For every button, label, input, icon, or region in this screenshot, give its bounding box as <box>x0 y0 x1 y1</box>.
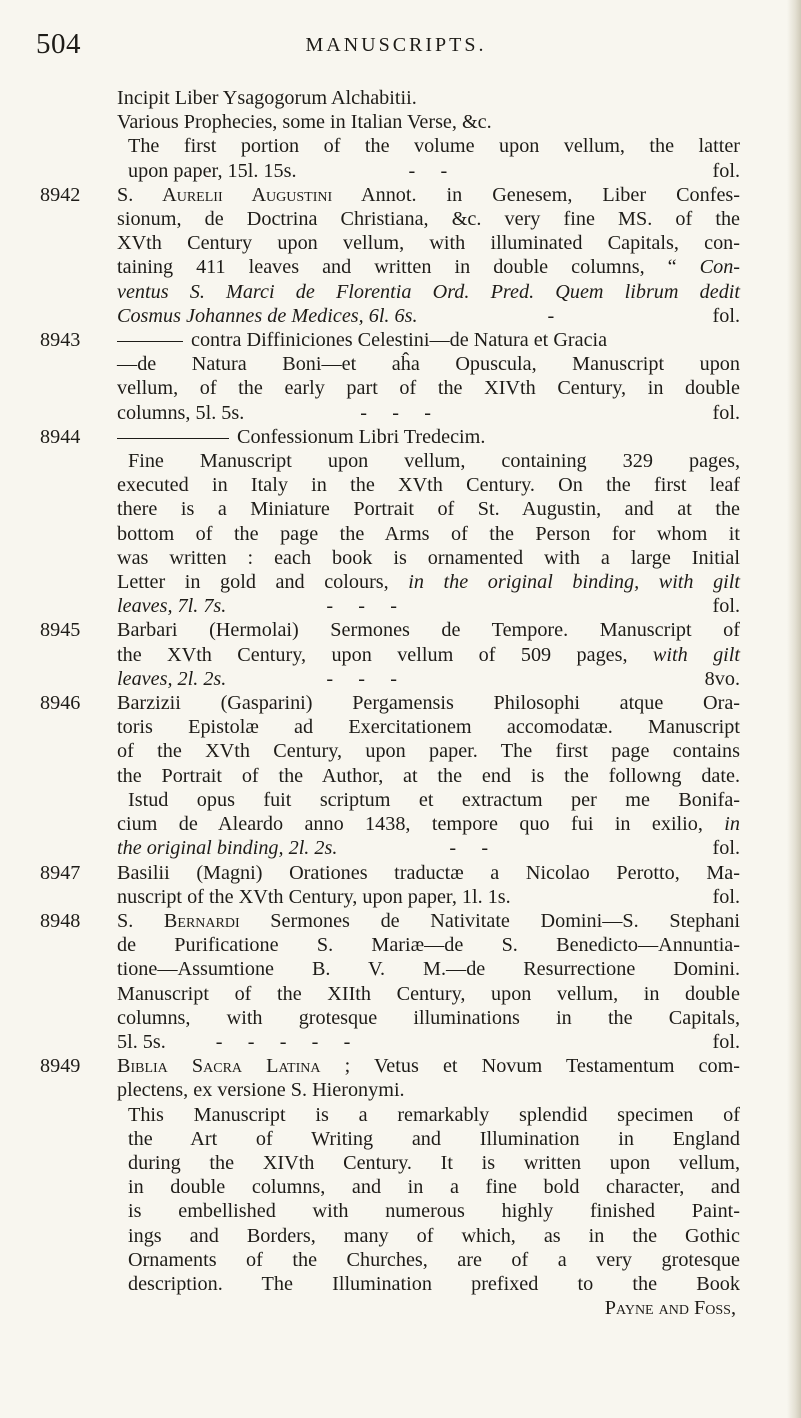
italic-text: in <box>724 813 740 836</box>
text-line: tione—Assumtione B. V. M.—de Resurrectione Domini. <box>117 958 740 981</box>
lot-number: 8943 <box>40 329 81 352</box>
text-line: toris Epistolæ ad Exercitationem accomodatæ. Manuscript <box>117 716 740 739</box>
text-line <box>117 594 740 618</box>
italic-text: ventus S. Marci de Florentia Ord. Pred. Quem librum dedit <box>117 280 740 303</box>
catalogue-text <box>40 86 740 1320</box>
catchword: Payne and Foss, <box>604 1297 736 1320</box>
lot-number: 8945 <box>40 619 81 642</box>
format-label: fol. <box>712 1030 740 1053</box>
lot-number: 8944 <box>40 425 81 448</box>
text-line: in double columns, and in a fine bold character, and <box>128 1176 740 1199</box>
text-line: bottom of the page the Arms of the Person for whom it <box>117 522 740 545</box>
lot-number: 8949 <box>40 1055 81 1078</box>
format-label: fol. <box>712 837 740 860</box>
lot-number: 8946 <box>40 692 81 715</box>
text-line <box>117 1054 740 1078</box>
format-label: fol. <box>712 401 740 424</box>
line-text: the XVth Century, upon vellum of 509 pages, <box>117 643 628 666</box>
text-line: Barzizii (Gasparini) Pergamensis Philosophi atque Ora- <box>117 692 740 715</box>
author-name: S. Bernardi <box>117 909 240 932</box>
entry-8945 <box>40 618 740 691</box>
leader-dashes: - - - <box>360 401 431 424</box>
text-line: Incipit Liber Ysagogorum Alchabitii. <box>117 87 417 109</box>
leader-dashes: - - <box>408 159 448 182</box>
text-line: there is a Miniature Portrait of St. Augustin, and at the <box>117 498 740 521</box>
italic-text: the original binding, 2l. 2s. <box>117 837 338 860</box>
line-text: columns, 5l. 5s. <box>117 401 245 424</box>
text-line: This Manuscript is a remarkably splendid specimen of <box>128 1103 740 1126</box>
text-line <box>117 836 740 860</box>
format-label: fol. <box>712 304 740 327</box>
text-line <box>117 643 740 667</box>
lot-number: 8947 <box>40 861 81 884</box>
line-text: Annot. in Genesem, Liber Confes- <box>361 183 740 206</box>
leader-dashes: - - - <box>326 595 397 618</box>
line-text: Sermones de Nativitate Domini—S. Stephani <box>270 909 741 932</box>
leader-dashes: - - <box>449 837 489 860</box>
entry-8947 <box>40 861 740 909</box>
text-line: during the XIVth Century. It is written upon vellum, <box>128 1151 740 1174</box>
text-line <box>117 909 740 933</box>
text-line <box>117 159 740 183</box>
italic-text: Con- <box>699 256 741 279</box>
line-text: nuscript of the XVth Century, upon paper, 1l. 1s. <box>117 885 511 908</box>
lot-number: 8948 <box>40 909 81 932</box>
text-line: description. The Illumination prefixed to the Book <box>128 1272 740 1295</box>
text-line: Basilii (Magni) Orationes traductæ a Nicolao Perotto, Ma- <box>117 861 740 884</box>
text-line <box>117 328 740 352</box>
text-line <box>117 280 740 304</box>
running-head: MANUSCRIPTS. <box>305 34 487 56</box>
page-number: 504 <box>36 28 81 60</box>
text-line: sionum, de Doctrina Christiana, &c. very fine MS. of the <box>117 208 740 231</box>
text-line <box>117 1030 740 1054</box>
entry-8948 <box>40 909 740 1054</box>
text-line: de Purificatione S. Mariæ—de S. Benedicto—Annuntia- <box>117 934 740 957</box>
page-edge-shadow <box>787 0 801 1418</box>
text-line: XVth Century upon vellum, with illuminated Capitals, con- <box>117 232 740 255</box>
leader-dashes: - - - <box>326 667 397 690</box>
leader-dashes: - <box>547 304 555 327</box>
text-line <box>117 304 740 328</box>
text-line <box>117 425 740 449</box>
format-label: fol. <box>712 885 740 908</box>
ditto-rule <box>117 341 183 342</box>
italic-text: leaves, 2l. 2s. <box>117 667 227 690</box>
text-line: Ornaments of the Churches, are of a very grotesque <box>128 1248 740 1271</box>
text-line: Fine Manuscript upon vellum, containing 329 pages, <box>128 450 740 473</box>
italic-text: Cosmus Johannes de Medices, <box>117 304 364 327</box>
text-line <box>117 183 740 207</box>
text-line <box>117 570 740 594</box>
text-line: is embellished with numerous highly finished Paint- <box>128 1200 740 1223</box>
entry-8942 <box>40 183 740 328</box>
italic-text: leaves, 7l. 7s. <box>117 595 227 618</box>
text-line <box>117 812 740 836</box>
line-text: Vetus et Novum Testamentum com- <box>373 1055 741 1078</box>
book-title: Biblia Sacra Latina ; <box>117 1055 351 1078</box>
lot-number: 8942 <box>40 183 81 206</box>
author-name: S. Aurelii Augustini <box>117 183 333 206</box>
text-line: ings and Borders, many of which, as in the Gothic <box>128 1224 740 1247</box>
entry-8944 <box>40 425 740 619</box>
text-line <box>117 255 740 279</box>
text-line: Barbari (Hermolai) Sermones de Tempore. Manuscript of <box>117 619 740 642</box>
price: 6l. 6s. <box>368 304 418 327</box>
text-line: executed in Italy in the XVth Century. On the first leaf <box>117 474 740 497</box>
ditto-rule <box>117 438 229 439</box>
text-line: the Portrait of the Author, at the end is the followng date. <box>117 764 740 787</box>
entry-intro-continuation <box>40 86 740 183</box>
text-line <box>117 401 740 425</box>
text-line: Manuscript of the XIIth Century, upon vellum, in double <box>117 982 740 1005</box>
format-label: 8vo. <box>704 667 740 690</box>
format-label: fol. <box>712 159 740 182</box>
line-text: cium de Aleardo anno 1438, tempore quo fui in exilio, <box>117 813 703 836</box>
line-text: upon paper, 15l. 15s. <box>128 159 297 182</box>
leader-dashes: - - - - - <box>215 1030 351 1053</box>
text-line: the Art of Writing and Illumination in England <box>128 1127 740 1150</box>
line-text: contra Diffiniciones Celestini—de Natura et Gracia <box>191 329 608 352</box>
text-line: plectens, ex versione S. Hieronymi. <box>117 1079 405 1102</box>
text-line: columns, with grotesque illuminations in the Capitals, <box>117 1006 740 1029</box>
line-text: 5l. 5s. <box>117 1030 166 1053</box>
format-label: fol. <box>712 595 740 618</box>
text-line: was written : each book is ornamented with a large Initial <box>117 546 740 569</box>
text-line: —de Natura Boni—et aĥa Opuscula, Manuscript upon <box>117 353 740 376</box>
text-line: Various Prophecies, some in Italian Verse, &c. <box>117 111 492 134</box>
entry-8946 <box>40 691 740 860</box>
line-text: taining 411 leaves and written in double columns, “ <box>117 256 677 279</box>
text-line: of the XVth Century, upon paper. The first page contains <box>117 740 740 763</box>
italic-text: in the original binding, with gilt <box>408 571 740 594</box>
text-line: The first portion of the volume upon vellum, the latter <box>128 135 740 158</box>
text-line <box>117 667 740 691</box>
text-line <box>117 885 740 909</box>
entry-8943 <box>40 328 740 425</box>
text-line: Istud opus fuit scriptum et extractum per me Bonifa- <box>128 788 740 811</box>
entry-8949 <box>40 1054 740 1320</box>
text-line: vellum, of the early part of the XIVth Century, in double <box>117 377 740 400</box>
line-text: Confessionum Libri Tredecim. <box>237 425 486 448</box>
italic-text: with gilt <box>652 643 740 666</box>
line-text: Letter in gold and colours, <box>117 571 389 594</box>
page-header <box>36 28 756 64</box>
